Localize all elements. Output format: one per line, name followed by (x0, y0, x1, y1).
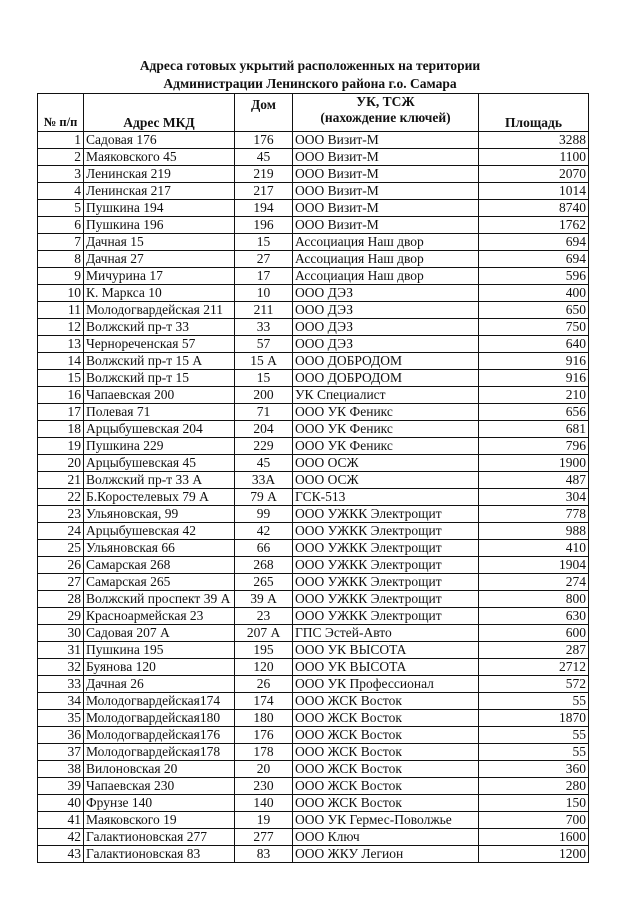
row-company: ООО УЖКК Электрощит (293, 591, 479, 608)
row-company: ООО ЖСК Восток (293, 778, 479, 795)
table-row (38, 132, 589, 149)
table-row (38, 438, 589, 455)
table-row (38, 591, 589, 608)
row-address: Мичурина 17 (84, 268, 235, 285)
table-header-row (38, 94, 589, 132)
row-area: 55 (479, 744, 589, 761)
row-company: Ассоциация Наш двор (293, 268, 479, 285)
row-number: 24 (38, 523, 84, 540)
row-address: Волжский пр-т 33 А (84, 472, 235, 489)
row-company: ООО УЖКК Электрощит (293, 523, 479, 540)
row-area: 1904 (479, 557, 589, 574)
row-company: ООО Визит-М (293, 132, 479, 149)
row-number: 20 (38, 455, 84, 472)
row-company: ООО Визит-М (293, 200, 479, 217)
row-house: 207 А (235, 625, 293, 642)
row-company: ООО ЖСК Восток (293, 795, 479, 812)
row-area: 600 (479, 625, 589, 642)
table-row (38, 676, 589, 693)
table-row (38, 336, 589, 353)
row-house: 39 А (235, 591, 293, 608)
table-row (38, 523, 589, 540)
row-number: 15 (38, 370, 84, 387)
document-title-line2: Администрации Ленинского района г.о. Самара (163, 76, 457, 91)
row-area: 360 (479, 761, 589, 778)
row-company: ГПС Эстей-Авто (293, 625, 479, 642)
row-house: 174 (235, 693, 293, 710)
table-row (38, 795, 589, 812)
row-house: 194 (235, 200, 293, 217)
table-row (38, 404, 589, 421)
row-address: Пушкина 195 (84, 642, 235, 659)
row-company: ООО УК ВЫСОТА (293, 659, 479, 676)
row-house: 219 (235, 166, 293, 183)
table-row (38, 489, 589, 506)
row-address: Фрунзе 140 (84, 795, 235, 812)
row-company: ООО Ключ (293, 829, 479, 846)
row-company: ООО ЖСК Восток (293, 710, 479, 727)
row-address: Красноармейская 23 (84, 608, 235, 625)
row-company: ООО Визит-М (293, 183, 479, 200)
row-number: 31 (38, 642, 84, 659)
row-address: Арцыбушевская 204 (84, 421, 235, 438)
table-row (38, 319, 589, 336)
row-number: 39 (38, 778, 84, 795)
row-house: 19 (235, 812, 293, 829)
row-number: 43 (38, 846, 84, 863)
row-number: 41 (38, 812, 84, 829)
row-area: 800 (479, 591, 589, 608)
row-house: 17 (235, 268, 293, 285)
row-address: Пушкина 196 (84, 217, 235, 234)
row-number: 26 (38, 557, 84, 574)
row-area: 916 (479, 353, 589, 370)
row-number: 28 (38, 591, 84, 608)
row-company: ООО Визит-М (293, 217, 479, 234)
row-area: 596 (479, 268, 589, 285)
table-row (38, 421, 589, 438)
table-row (38, 710, 589, 727)
row-number: 7 (38, 234, 84, 251)
row-company: ООО УК Феникс (293, 421, 479, 438)
row-company: ООО ДОБРОДОМ (293, 370, 479, 387)
row-house: 57 (235, 336, 293, 353)
row-number: 11 (38, 302, 84, 319)
row-number: 6 (38, 217, 84, 234)
row-area: 487 (479, 472, 589, 489)
row-company: ООО УЖКК Электрощит (293, 574, 479, 591)
row-address: Волжский проспект 39 А (84, 591, 235, 608)
row-number: 36 (38, 727, 84, 744)
row-area: 650 (479, 302, 589, 319)
row-company: ООО Визит-М (293, 166, 479, 183)
row-company: ООО ЖСК Восток (293, 727, 479, 744)
row-house: 229 (235, 438, 293, 455)
row-house: 217 (235, 183, 293, 200)
table-row (38, 387, 589, 404)
row-address: Арцыбушевская 45 (84, 455, 235, 472)
row-area: 304 (479, 489, 589, 506)
row-company: ООО ЖСК Восток (293, 761, 479, 778)
row-number: 14 (38, 353, 84, 370)
row-area: 2070 (479, 166, 589, 183)
row-area: 916 (479, 370, 589, 387)
row-house: 211 (235, 302, 293, 319)
row-house: 33 (235, 319, 293, 336)
row-house: 277 (235, 829, 293, 846)
row-company: ООО ОСЖ (293, 455, 479, 472)
row-company: ООО Визит-М (293, 149, 479, 166)
table-row (38, 761, 589, 778)
row-address: Пушкина 194 (84, 200, 235, 217)
row-area: 400 (479, 285, 589, 302)
row-area: 694 (479, 234, 589, 251)
row-house: 204 (235, 421, 293, 438)
table-row (38, 506, 589, 523)
row-area: 694 (479, 251, 589, 268)
row-company: УК Специалист (293, 387, 479, 404)
row-house: 140 (235, 795, 293, 812)
row-company: ООО УЖКК Электрощит (293, 608, 479, 625)
table-row (38, 608, 589, 625)
row-address: Самарская 265 (84, 574, 235, 591)
shelters-table (37, 93, 589, 863)
row-number: 38 (38, 761, 84, 778)
row-house: 83 (235, 846, 293, 863)
row-area: 210 (479, 387, 589, 404)
table-row (38, 234, 589, 251)
row-house: 23 (235, 608, 293, 625)
row-number: 13 (38, 336, 84, 353)
row-address: Волжский пр-т 15 А (84, 353, 235, 370)
row-house: 99 (235, 506, 293, 523)
row-address: Пушкина 229 (84, 438, 235, 455)
row-number: 37 (38, 744, 84, 761)
row-company: ООО ДОБРОДОМ (293, 353, 479, 370)
row-house: 268 (235, 557, 293, 574)
row-house: 180 (235, 710, 293, 727)
row-area: 150 (479, 795, 589, 812)
row-house: 196 (235, 217, 293, 234)
row-address: Ленинская 219 (84, 166, 235, 183)
row-number: 5 (38, 200, 84, 217)
row-address: Ульяновская, 99 (84, 506, 235, 523)
row-address: Чапаевская 200 (84, 387, 235, 404)
row-house: 15 А (235, 353, 293, 370)
table-row (38, 778, 589, 795)
row-house: 178 (235, 744, 293, 761)
row-company: ООО ДЭЗ (293, 285, 479, 302)
row-address: Галактионовская 277 (84, 829, 235, 846)
row-company: ООО ДЭЗ (293, 336, 479, 353)
row-number: 30 (38, 625, 84, 642)
table-row (38, 251, 589, 268)
table-row (38, 472, 589, 489)
row-area: 640 (479, 336, 589, 353)
row-house: 45 (235, 455, 293, 472)
table-row (38, 846, 589, 863)
row-number: 2 (38, 149, 84, 166)
row-number: 35 (38, 710, 84, 727)
table-row (38, 659, 589, 676)
row-area: 1200 (479, 846, 589, 863)
row-address: Галактионовская 83 (84, 846, 235, 863)
row-address: Полевая 71 (84, 404, 235, 421)
row-house: 42 (235, 523, 293, 540)
row-address: Волжский пр-т 15 (84, 370, 235, 387)
table-row (38, 268, 589, 285)
row-area: 8740 (479, 200, 589, 217)
row-area: 1014 (479, 183, 589, 200)
row-number: 40 (38, 795, 84, 812)
row-number: 25 (38, 540, 84, 557)
row-number: 10 (38, 285, 84, 302)
row-address: Молодогвардейская176 (84, 727, 235, 744)
table-row (38, 744, 589, 761)
row-address: Молодогвардейская 211 (84, 302, 235, 319)
row-company: ООО УК Феникс (293, 404, 479, 421)
row-area: 2712 (479, 659, 589, 676)
row-address: К. Маркса 10 (84, 285, 235, 302)
row-house: 176 (235, 132, 293, 149)
row-company: ООО ЖКУ Легион (293, 846, 479, 863)
row-number: 3 (38, 166, 84, 183)
row-company: ООО ЖСК Восток (293, 744, 479, 761)
row-number: 32 (38, 659, 84, 676)
row-area: 750 (479, 319, 589, 336)
table-row (38, 285, 589, 302)
row-address: Маяковского 19 (84, 812, 235, 829)
table-row (38, 625, 589, 642)
table-row (38, 557, 589, 574)
row-address: Буянова 120 (84, 659, 235, 676)
row-company: ООО ЖСК Восток (293, 693, 479, 710)
row-number: 23 (38, 506, 84, 523)
row-company: ООО УК Гермес-Поволжье (293, 812, 479, 829)
row-number: 19 (38, 438, 84, 455)
row-area: 796 (479, 438, 589, 455)
row-house: 20 (235, 761, 293, 778)
row-company: ГСК-513 (293, 489, 479, 506)
header-number: № п/п (38, 94, 84, 132)
row-number: 8 (38, 251, 84, 268)
row-area: 1870 (479, 710, 589, 727)
row-number: 9 (38, 268, 84, 285)
row-house: 10 (235, 285, 293, 302)
row-address: Ленинская 217 (84, 183, 235, 200)
row-area: 1762 (479, 217, 589, 234)
row-address: Молодогвардейская178 (84, 744, 235, 761)
row-number: 12 (38, 319, 84, 336)
row-area: 55 (479, 693, 589, 710)
table-row (38, 693, 589, 710)
table-row (38, 370, 589, 387)
row-area: 280 (479, 778, 589, 795)
table-row (38, 183, 589, 200)
row-number: 16 (38, 387, 84, 404)
table-row (38, 540, 589, 557)
row-area: 3288 (479, 132, 589, 149)
row-address: Дачная 15 (84, 234, 235, 251)
row-house: 15 (235, 370, 293, 387)
header-house: Дом (235, 94, 293, 132)
row-area: 287 (479, 642, 589, 659)
row-company: ООО УЖКК Электрощит (293, 506, 479, 523)
header-company-line1: УК, ТСЖ (356, 94, 415, 109)
row-number: 33 (38, 676, 84, 693)
row-company: ООО УК Феникс (293, 438, 479, 455)
header-address: Адрес МКД (84, 94, 235, 132)
row-area: 274 (479, 574, 589, 591)
table-row (38, 642, 589, 659)
row-house: 265 (235, 574, 293, 591)
row-house: 176 (235, 727, 293, 744)
row-house: 45 (235, 149, 293, 166)
table-row (38, 217, 589, 234)
row-address: Маяковского 45 (84, 149, 235, 166)
row-address: Дачная 27 (84, 251, 235, 268)
row-company: ООО УК ВЫСОТА (293, 642, 479, 659)
row-house: 79 А (235, 489, 293, 506)
row-area: 681 (479, 421, 589, 438)
row-area: 410 (479, 540, 589, 557)
row-company: Ассоциация Наш двор (293, 234, 479, 251)
row-number: 4 (38, 183, 84, 200)
row-address: Чернореченская 57 (84, 336, 235, 353)
row-number: 22 (38, 489, 84, 506)
row-address: Вилоновская 20 (84, 761, 235, 778)
row-house: 26 (235, 676, 293, 693)
row-area: 1100 (479, 149, 589, 166)
row-number: 18 (38, 421, 84, 438)
row-company: Ассоциация Наш двор (293, 251, 479, 268)
row-address: Дачная 26 (84, 676, 235, 693)
row-address: Молодогвардейская174 (84, 693, 235, 710)
row-area: 630 (479, 608, 589, 625)
row-company: ООО ОСЖ (293, 472, 479, 489)
table-row (38, 455, 589, 472)
table-row (38, 829, 589, 846)
row-address: Ульяновская 66 (84, 540, 235, 557)
row-company: ООО ДЭЗ (293, 302, 479, 319)
row-area: 656 (479, 404, 589, 421)
header-area: Площадь (479, 94, 589, 132)
row-house: 66 (235, 540, 293, 557)
table-row (38, 200, 589, 217)
row-company: ООО УЖКК Электрощит (293, 557, 479, 574)
table-row (38, 353, 589, 370)
row-number: 27 (38, 574, 84, 591)
row-address: Арцыбушевская 42 (84, 523, 235, 540)
row-address: Садовая 176 (84, 132, 235, 149)
row-number: 29 (38, 608, 84, 625)
row-area: 988 (479, 523, 589, 540)
row-house: 33А (235, 472, 293, 489)
row-area: 55 (479, 727, 589, 744)
table-row (38, 574, 589, 591)
row-area: 1600 (479, 829, 589, 846)
row-number: 17 (38, 404, 84, 421)
row-address: Б.Коростелевых 79 А (84, 489, 235, 506)
row-house: 230 (235, 778, 293, 795)
row-address: Чапаевская 230 (84, 778, 235, 795)
row-house: 27 (235, 251, 293, 268)
row-house: 15 (235, 234, 293, 251)
row-number: 21 (38, 472, 84, 489)
row-area: 1900 (479, 455, 589, 472)
row-company: ООО УЖКК Электрощит (293, 540, 479, 557)
row-number: 1 (38, 132, 84, 149)
row-address: Самарская 268 (84, 557, 235, 574)
row-house: 195 (235, 642, 293, 659)
row-address: Волжский пр-т 33 (84, 319, 235, 336)
table-body (38, 132, 589, 863)
header-company-line2: (нахождение ключей) (320, 110, 451, 125)
row-area: 778 (479, 506, 589, 523)
table-row (38, 302, 589, 319)
table-row (38, 727, 589, 744)
row-area: 700 (479, 812, 589, 829)
row-house: 200 (235, 387, 293, 404)
row-address: Садовая 207 А (84, 625, 235, 642)
table-row (38, 166, 589, 183)
row-number: 42 (38, 829, 84, 846)
row-area: 572 (479, 676, 589, 693)
row-company: ООО ДЭЗ (293, 319, 479, 336)
header-company (293, 94, 479, 132)
row-address: Молодогвардейская180 (84, 710, 235, 727)
row-company: ООО УК Профессионал (293, 676, 479, 693)
row-house: 71 (235, 404, 293, 421)
row-number: 34 (38, 693, 84, 710)
row-house: 120 (235, 659, 293, 676)
table-row (38, 812, 589, 829)
table-row (38, 149, 589, 166)
document-title-line1: Адреса готовых укрытий расположенных на територии (139, 58, 481, 73)
